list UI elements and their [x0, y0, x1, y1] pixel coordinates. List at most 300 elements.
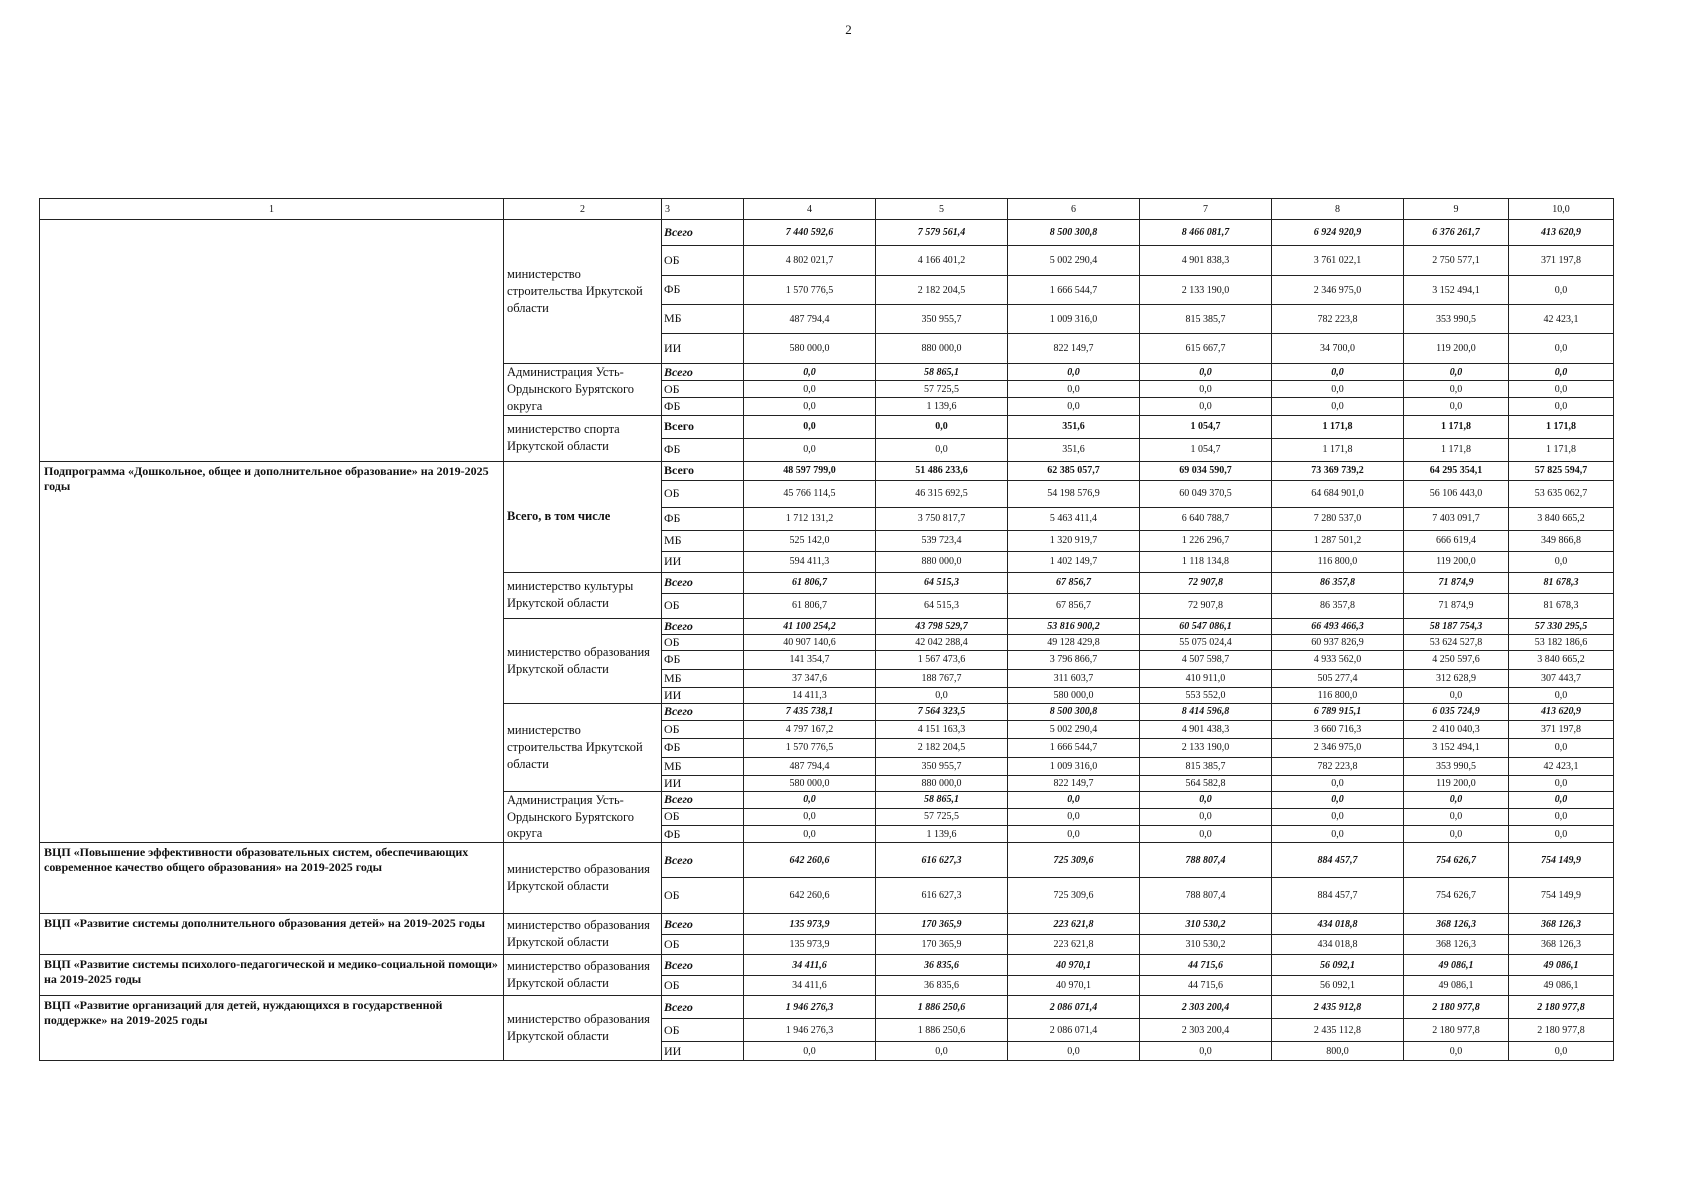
amount-cell: 2 750 577,1: [1404, 246, 1509, 276]
amount-cell: 135 973,9: [744, 935, 876, 955]
amount-cell: 6 376 261,7: [1404, 220, 1509, 246]
amount-cell: 116 800,0: [1272, 551, 1404, 572]
amount-cell: 54 198 576,9: [1008, 480, 1140, 507]
amount-cell: 594 411,3: [744, 551, 876, 572]
amount-cell: 1 946 276,3: [744, 1019, 876, 1042]
amount-cell: 64 295 354,1: [1404, 461, 1509, 480]
amount-cell: 1 666 544,7: [1008, 738, 1140, 757]
amount-cell: 0,0: [1272, 775, 1404, 791]
amount-cell: 60 547 086,1: [1140, 618, 1272, 634]
amount-cell: 49 128 429,8: [1008, 634, 1140, 650]
amount-cell: 64 515,3: [876, 593, 1008, 618]
amount-cell: 0,0: [744, 364, 876, 381]
amount-cell: 0,0: [744, 808, 876, 825]
amount-cell: 45 766 114,5: [744, 480, 876, 507]
funding-source: ОБ: [662, 634, 744, 650]
amount-cell: 5 002 290,4: [1008, 246, 1140, 276]
amount-cell: 822 149,7: [1008, 334, 1140, 364]
amount-cell: 72 907,8: [1140, 572, 1272, 593]
amount-cell: 2 086 071,4: [1008, 1019, 1140, 1042]
amount-cell: 62 385 057,7: [1008, 461, 1140, 480]
amount-cell: 71 874,9: [1404, 593, 1509, 618]
funding-source: Всего: [662, 996, 744, 1019]
executor-name: министерство образования Иркутской области: [504, 618, 662, 703]
amount-cell: 0,0: [876, 687, 1008, 703]
amount-cell: 884 457,7: [1272, 843, 1404, 878]
amount-cell: 66 493 466,3: [1272, 618, 1404, 634]
amount-cell: 2 133 190,0: [1140, 276, 1272, 305]
amount-cell: 0,0: [1008, 791, 1140, 808]
amount-cell: 3 660 716,3: [1272, 720, 1404, 738]
amount-cell: 1 054,7: [1140, 438, 1272, 461]
amount-cell: 2 133 190,0: [1140, 738, 1272, 757]
funding-source: Всего: [662, 703, 744, 720]
amount-cell: 56 092,1: [1272, 955, 1404, 976]
amount-cell: 6 924 920,9: [1272, 220, 1404, 246]
amount-cell: 4 802 021,7: [744, 246, 876, 276]
amount-cell: 0,0: [1140, 826, 1272, 843]
executor-name: министерство образования Иркутской области: [504, 843, 662, 914]
amount-cell: 413 620,9: [1509, 220, 1614, 246]
amount-cell: 53 182 186,6: [1509, 634, 1614, 650]
funding-source: Всего: [662, 461, 744, 480]
amount-cell: 49 086,1: [1509, 976, 1614, 996]
amount-cell: 580 000,0: [744, 334, 876, 364]
amount-cell: 0,0: [1272, 808, 1404, 825]
amount-cell: 0,0: [1509, 1042, 1614, 1061]
amount-cell: 0,0: [1008, 398, 1140, 415]
program-name: ВЦП «Развитие системы дополнительного образования детей» на 2019-2025 годы: [40, 914, 504, 955]
amount-cell: 7 564 323,5: [876, 703, 1008, 720]
amount-cell: 6 640 788,7: [1140, 507, 1272, 530]
amount-cell: 0,0: [1404, 364, 1509, 381]
amount-cell: 2 346 975,0: [1272, 276, 1404, 305]
amount-cell: 0,0: [1140, 364, 1272, 381]
amount-cell: 0,0: [1509, 334, 1614, 364]
amount-cell: 0,0: [1509, 687, 1614, 703]
amount-cell: 782 223,8: [1272, 757, 1404, 775]
amount-cell: 0,0: [744, 1042, 876, 1061]
column-header: 8: [1272, 199, 1404, 220]
program-name: ВЦП «Повышение эффективности образовательных систем, обеспечивающих современное качество общего образования» на 2019-2025 годы: [40, 843, 504, 914]
amount-cell: 0,0: [1509, 276, 1614, 305]
table-row: [40, 914, 1614, 935]
amount-cell: 788 807,4: [1140, 843, 1272, 878]
amount-cell: 1 171,8: [1404, 415, 1509, 438]
amount-cell: 4 797 167,2: [744, 720, 876, 738]
funding-source: ИИ: [662, 551, 744, 572]
amount-cell: 46 315 692,5: [876, 480, 1008, 507]
amount-cell: 116 800,0: [1272, 687, 1404, 703]
amount-cell: 72 907,8: [1140, 593, 1272, 618]
amount-cell: 754 626,7: [1404, 878, 1509, 914]
amount-cell: 0,0: [1008, 381, 1140, 398]
amount-cell: 0,0: [1140, 398, 1272, 415]
amount-cell: 410 911,0: [1140, 669, 1272, 687]
amount-cell: 815 385,7: [1140, 757, 1272, 775]
amount-cell: 351,6: [1008, 415, 1140, 438]
amount-cell: 119 200,0: [1404, 551, 1509, 572]
column-header: 6: [1008, 199, 1140, 220]
amount-cell: 1 009 316,0: [1008, 305, 1140, 334]
amount-cell: 1 712 131,2: [744, 507, 876, 530]
funding-source: Всего: [662, 415, 744, 438]
amount-cell: 371 197,8: [1509, 720, 1614, 738]
amount-cell: 57 725,5: [876, 381, 1008, 398]
funding-source: ОБ: [662, 480, 744, 507]
program-name: [40, 220, 504, 462]
amount-cell: 0,0: [1404, 1042, 1509, 1061]
amount-cell: 0,0: [1404, 687, 1509, 703]
amount-cell: 2 180 977,8: [1404, 1019, 1509, 1042]
amount-cell: 5 002 290,4: [1008, 720, 1140, 738]
amount-cell: 350 955,7: [876, 305, 1008, 334]
amount-cell: 0,0: [744, 381, 876, 398]
amount-cell: 3 796 866,7: [1008, 650, 1140, 669]
amount-cell: 67 856,7: [1008, 572, 1140, 593]
funding-source: ОБ: [662, 381, 744, 398]
amount-cell: 6 789 915,1: [1272, 703, 1404, 720]
amount-cell: 49 086,1: [1404, 976, 1509, 996]
column-header: 1: [40, 199, 504, 220]
amount-cell: 0,0: [1509, 808, 1614, 825]
amount-cell: 1 009 316,0: [1008, 757, 1140, 775]
amount-cell: 0,0: [1509, 364, 1614, 381]
funding-source: ОБ: [662, 720, 744, 738]
amount-cell: 642 260,6: [744, 843, 876, 878]
amount-cell: 7 440 592,6: [744, 220, 876, 246]
amount-cell: 782 223,8: [1272, 305, 1404, 334]
amount-cell: 1 171,8: [1272, 415, 1404, 438]
amount-cell: 815 385,7: [1140, 305, 1272, 334]
amount-cell: 2 435 112,8: [1272, 1019, 1404, 1042]
funding-source: Всего: [662, 955, 744, 976]
amount-cell: 1 118 134,8: [1140, 551, 1272, 572]
amount-cell: 64 684 901,0: [1272, 480, 1404, 507]
amount-cell: 0,0: [1008, 1042, 1140, 1061]
amount-cell: 0,0: [1140, 791, 1272, 808]
amount-cell: 64 515,3: [876, 572, 1008, 593]
amount-cell: 119 200,0: [1404, 775, 1509, 791]
amount-cell: 49 086,1: [1509, 955, 1614, 976]
table-row: [40, 955, 1614, 976]
funding-source: Всего: [662, 791, 744, 808]
column-header-row: [40, 199, 1614, 220]
funding-source: Всего: [662, 572, 744, 593]
funding-source: МБ: [662, 305, 744, 334]
amount-cell: 0,0: [1140, 381, 1272, 398]
amount-cell: 505 277,4: [1272, 669, 1404, 687]
amount-cell: 880 000,0: [876, 775, 1008, 791]
amount-cell: 822 149,7: [1008, 775, 1140, 791]
amount-cell: 0,0: [1272, 398, 1404, 415]
amount-cell: 312 628,9: [1404, 669, 1509, 687]
amount-cell: 1 402 149,7: [1008, 551, 1140, 572]
amount-cell: 1 139,6: [876, 398, 1008, 415]
amount-cell: 2 435 912,8: [1272, 996, 1404, 1019]
funding-source: ОБ: [662, 808, 744, 825]
executor-name: Всего, в том числе: [504, 461, 662, 572]
amount-cell: 2 180 977,8: [1509, 1019, 1614, 1042]
amount-cell: 57 725,5: [876, 808, 1008, 825]
amount-cell: 2 180 977,8: [1509, 996, 1614, 1019]
amount-cell: 41 100 254,2: [744, 618, 876, 634]
amount-cell: 564 582,8: [1140, 775, 1272, 791]
amount-cell: 0,0: [876, 438, 1008, 461]
amount-cell: 42 423,1: [1509, 305, 1614, 334]
amount-cell: 1 287 501,2: [1272, 530, 1404, 551]
amount-cell: 8 466 081,7: [1140, 220, 1272, 246]
executor-name: министерство образования Иркутской области: [504, 996, 662, 1061]
amount-cell: 0,0: [1404, 791, 1509, 808]
amount-cell: 2 086 071,4: [1008, 996, 1140, 1019]
column-header: 4: [744, 199, 876, 220]
funding-source: ОБ: [662, 976, 744, 996]
amount-cell: 307 443,7: [1509, 669, 1614, 687]
amount-cell: 0,0: [1272, 826, 1404, 843]
executor-name: министерство строительства Иркутской области: [504, 703, 662, 791]
amount-cell: 67 856,7: [1008, 593, 1140, 618]
amount-cell: 53 635 062,7: [1509, 480, 1614, 507]
amount-cell: 37 347,6: [744, 669, 876, 687]
funding-source: ФБ: [662, 738, 744, 757]
table-row: [40, 220, 1614, 246]
amount-cell: 69 034 590,7: [1140, 461, 1272, 480]
amount-cell: 0,0: [1509, 738, 1614, 757]
amount-cell: 350 955,7: [876, 757, 1008, 775]
funding-source: Всего: [662, 364, 744, 381]
amount-cell: 884 457,7: [1272, 878, 1404, 914]
amount-cell: 34 700,0: [1272, 334, 1404, 364]
amount-cell: 4 901 838,3: [1140, 246, 1272, 276]
column-header: 7: [1140, 199, 1272, 220]
amount-cell: 1 054,7: [1140, 415, 1272, 438]
amount-cell: 0,0: [1509, 826, 1614, 843]
amount-cell: 135 973,9: [744, 914, 876, 935]
funding-source: ОБ: [662, 593, 744, 618]
amount-cell: 3 840 665,2: [1509, 650, 1614, 669]
amount-cell: 880 000,0: [876, 334, 1008, 364]
funding-source: ФБ: [662, 398, 744, 415]
table-body: [40, 199, 1614, 1061]
program-name: ВЦП «Развитие организаций для детей, нуждающихся в государственной поддержке» на 2019-2025 годы: [40, 996, 504, 1061]
amount-cell: 2 410 040,3: [1404, 720, 1509, 738]
executor-name: министерство спорта Иркутской области: [504, 415, 662, 461]
amount-cell: 800,0: [1272, 1042, 1404, 1061]
executor-name: министерство культуры Иркутской области: [504, 572, 662, 618]
amount-cell: 49 086,1: [1404, 955, 1509, 976]
amount-cell: 4 507 598,7: [1140, 650, 1272, 669]
amount-cell: 311 603,7: [1008, 669, 1140, 687]
funding-source: ОБ: [662, 935, 744, 955]
amount-cell: 3 761 022,1: [1272, 246, 1404, 276]
amount-cell: 170 365,9: [876, 935, 1008, 955]
amount-cell: 3 750 817,7: [876, 507, 1008, 530]
amount-cell: 58 865,1: [876, 364, 1008, 381]
amount-cell: 1 226 296,7: [1140, 530, 1272, 551]
amount-cell: 434 018,8: [1272, 935, 1404, 955]
amount-cell: 0,0: [1509, 551, 1614, 572]
amount-cell: 487 794,4: [744, 757, 876, 775]
funding-source: ИИ: [662, 687, 744, 703]
amount-cell: 42 042 288,4: [876, 634, 1008, 650]
funding-source: ФБ: [662, 276, 744, 305]
executor-name: Администрация Усть-Ордынского Бурятского округа: [504, 364, 662, 416]
amount-cell: 6 035 724,9: [1404, 703, 1509, 720]
amount-cell: 580 000,0: [1008, 687, 1140, 703]
funding-source: ФБ: [662, 507, 744, 530]
amount-cell: 53 624 527,8: [1404, 634, 1509, 650]
funding-source: Всего: [662, 220, 744, 246]
amount-cell: 1 171,8: [1404, 438, 1509, 461]
column-header: 5: [876, 199, 1008, 220]
amount-cell: 0,0: [1404, 826, 1509, 843]
table-row: [40, 461, 1614, 480]
funding-source: ОБ: [662, 246, 744, 276]
amount-cell: 53 816 900,2: [1008, 618, 1140, 634]
amount-cell: 43 798 529,7: [876, 618, 1008, 634]
table-row: [40, 996, 1614, 1019]
amount-cell: 4 166 401,2: [876, 246, 1008, 276]
amount-cell: 0,0: [1509, 398, 1614, 415]
amount-cell: 1 567 473,6: [876, 650, 1008, 669]
amount-cell: 3 152 494,1: [1404, 276, 1509, 305]
amount-cell: 368 126,3: [1404, 935, 1509, 955]
amount-cell: 525 142,0: [744, 530, 876, 551]
amount-cell: 0,0: [1404, 808, 1509, 825]
amount-cell: 1 171,8: [1509, 415, 1614, 438]
amount-cell: 40 970,1: [1008, 976, 1140, 996]
amount-cell: 1 570 776,5: [744, 738, 876, 757]
amount-cell: 1 886 250,6: [876, 1019, 1008, 1042]
funding-source: МБ: [662, 669, 744, 687]
program-name: Подпрограмма «Дошкольное, общее и дополнительное образование» на 2019-2025 годы: [40, 461, 504, 843]
funding-source: ФБ: [662, 650, 744, 669]
amount-cell: 7 435 738,1: [744, 703, 876, 720]
funding-source: МБ: [662, 530, 744, 551]
amount-cell: 0,0: [876, 1042, 1008, 1061]
amount-cell: 0,0: [744, 438, 876, 461]
amount-cell: 81 678,3: [1509, 593, 1614, 618]
amount-cell: 580 000,0: [744, 775, 876, 791]
amount-cell: 0,0: [1140, 808, 1272, 825]
funding-source: ОБ: [662, 878, 744, 914]
amount-cell: 2 303 200,4: [1140, 996, 1272, 1019]
column-header: 3: [662, 199, 744, 220]
amount-cell: 57 825 594,7: [1509, 461, 1614, 480]
executor-name: министерство образования Иркутской области: [504, 914, 662, 955]
amount-cell: 61 806,7: [744, 593, 876, 618]
amount-cell: 1 666 544,7: [1008, 276, 1140, 305]
amount-cell: 119 200,0: [1404, 334, 1509, 364]
amount-cell: 616 627,3: [876, 878, 1008, 914]
amount-cell: 8 414 596,8: [1140, 703, 1272, 720]
amount-cell: 0,0: [1008, 364, 1140, 381]
amount-cell: 71 874,9: [1404, 572, 1509, 593]
amount-cell: 880 000,0: [876, 551, 1008, 572]
funding-source: ИИ: [662, 334, 744, 364]
amount-cell: 40 970,1: [1008, 955, 1140, 976]
funding-source: ОБ: [662, 1019, 744, 1042]
amount-cell: 188 767,7: [876, 669, 1008, 687]
page-number: 2: [845, 22, 852, 37]
amount-cell: 42 423,1: [1509, 757, 1614, 775]
amount-cell: 5 463 411,4: [1008, 507, 1140, 530]
amount-cell: 56 106 443,0: [1404, 480, 1509, 507]
column-header: 2: [504, 199, 662, 220]
amount-cell: 0,0: [1404, 398, 1509, 415]
amount-cell: 0,0: [1272, 364, 1404, 381]
amount-cell: 4 901 438,3: [1140, 720, 1272, 738]
amount-cell: 0,0: [744, 398, 876, 415]
amount-cell: 1 139,6: [876, 826, 1008, 843]
amount-cell: 0,0: [1140, 1042, 1272, 1061]
amount-cell: 539 723,4: [876, 530, 1008, 551]
amount-cell: 0,0: [1509, 381, 1614, 398]
amount-cell: 0,0: [1272, 381, 1404, 398]
amount-cell: 666 619,4: [1404, 530, 1509, 551]
amount-cell: 0,0: [876, 415, 1008, 438]
amount-cell: 2 182 204,5: [876, 738, 1008, 757]
amount-cell: 44 715,6: [1140, 955, 1272, 976]
amount-cell: 353 990,5: [1404, 757, 1509, 775]
funding-source: ИИ: [662, 775, 744, 791]
amount-cell: 36 835,6: [876, 976, 1008, 996]
amount-cell: 7 280 537,0: [1272, 507, 1404, 530]
amount-cell: 223 621,8: [1008, 935, 1140, 955]
amount-cell: 48 597 799,0: [744, 461, 876, 480]
amount-cell: 0,0: [1509, 775, 1614, 791]
amount-cell: 8 500 300,8: [1008, 220, 1140, 246]
amount-cell: 1 886 250,6: [876, 996, 1008, 1019]
amount-cell: 0,0: [744, 415, 876, 438]
amount-cell: 1 946 276,3: [744, 996, 876, 1019]
amount-cell: 0,0: [1404, 381, 1509, 398]
amount-cell: 615 667,7: [1140, 334, 1272, 364]
amount-cell: 1 171,8: [1509, 438, 1614, 461]
amount-cell: 40 907 140,6: [744, 634, 876, 650]
amount-cell: 8 500 300,8: [1008, 703, 1140, 720]
amount-cell: 642 260,6: [744, 878, 876, 914]
funding-source: Всего: [662, 618, 744, 634]
amount-cell: 7 579 561,4: [876, 220, 1008, 246]
amount-cell: 34 411,6: [744, 976, 876, 996]
amount-cell: 1 320 919,7: [1008, 530, 1140, 551]
amount-cell: 754 626,7: [1404, 843, 1509, 878]
amount-cell: 1 171,8: [1272, 438, 1404, 461]
amount-cell: 725 309,6: [1008, 878, 1140, 914]
amount-cell: 0,0: [1272, 791, 1404, 808]
amount-cell: 368 126,3: [1404, 914, 1509, 935]
amount-cell: 310 530,2: [1140, 914, 1272, 935]
amount-cell: 349 866,8: [1509, 530, 1614, 551]
executor-name: Администрация Усть-Ордынского Бурятского округа: [504, 791, 662, 843]
amount-cell: 754 149,9: [1509, 878, 1614, 914]
funding-source: Всего: [662, 914, 744, 935]
amount-cell: 58 187 754,3: [1404, 618, 1509, 634]
amount-cell: 81 678,3: [1509, 572, 1614, 593]
amount-cell: 0,0: [1008, 808, 1140, 825]
amount-cell: 34 411,6: [744, 955, 876, 976]
amount-cell: 2 346 975,0: [1272, 738, 1404, 757]
amount-cell: 73 369 739,2: [1272, 461, 1404, 480]
amount-cell: 351,6: [1008, 438, 1140, 461]
amount-cell: 3 152 494,1: [1404, 738, 1509, 757]
amount-cell: 61 806,7: [744, 572, 876, 593]
amount-cell: 788 807,4: [1140, 878, 1272, 914]
amount-cell: 4 151 163,3: [876, 720, 1008, 738]
funding-source: МБ: [662, 757, 744, 775]
